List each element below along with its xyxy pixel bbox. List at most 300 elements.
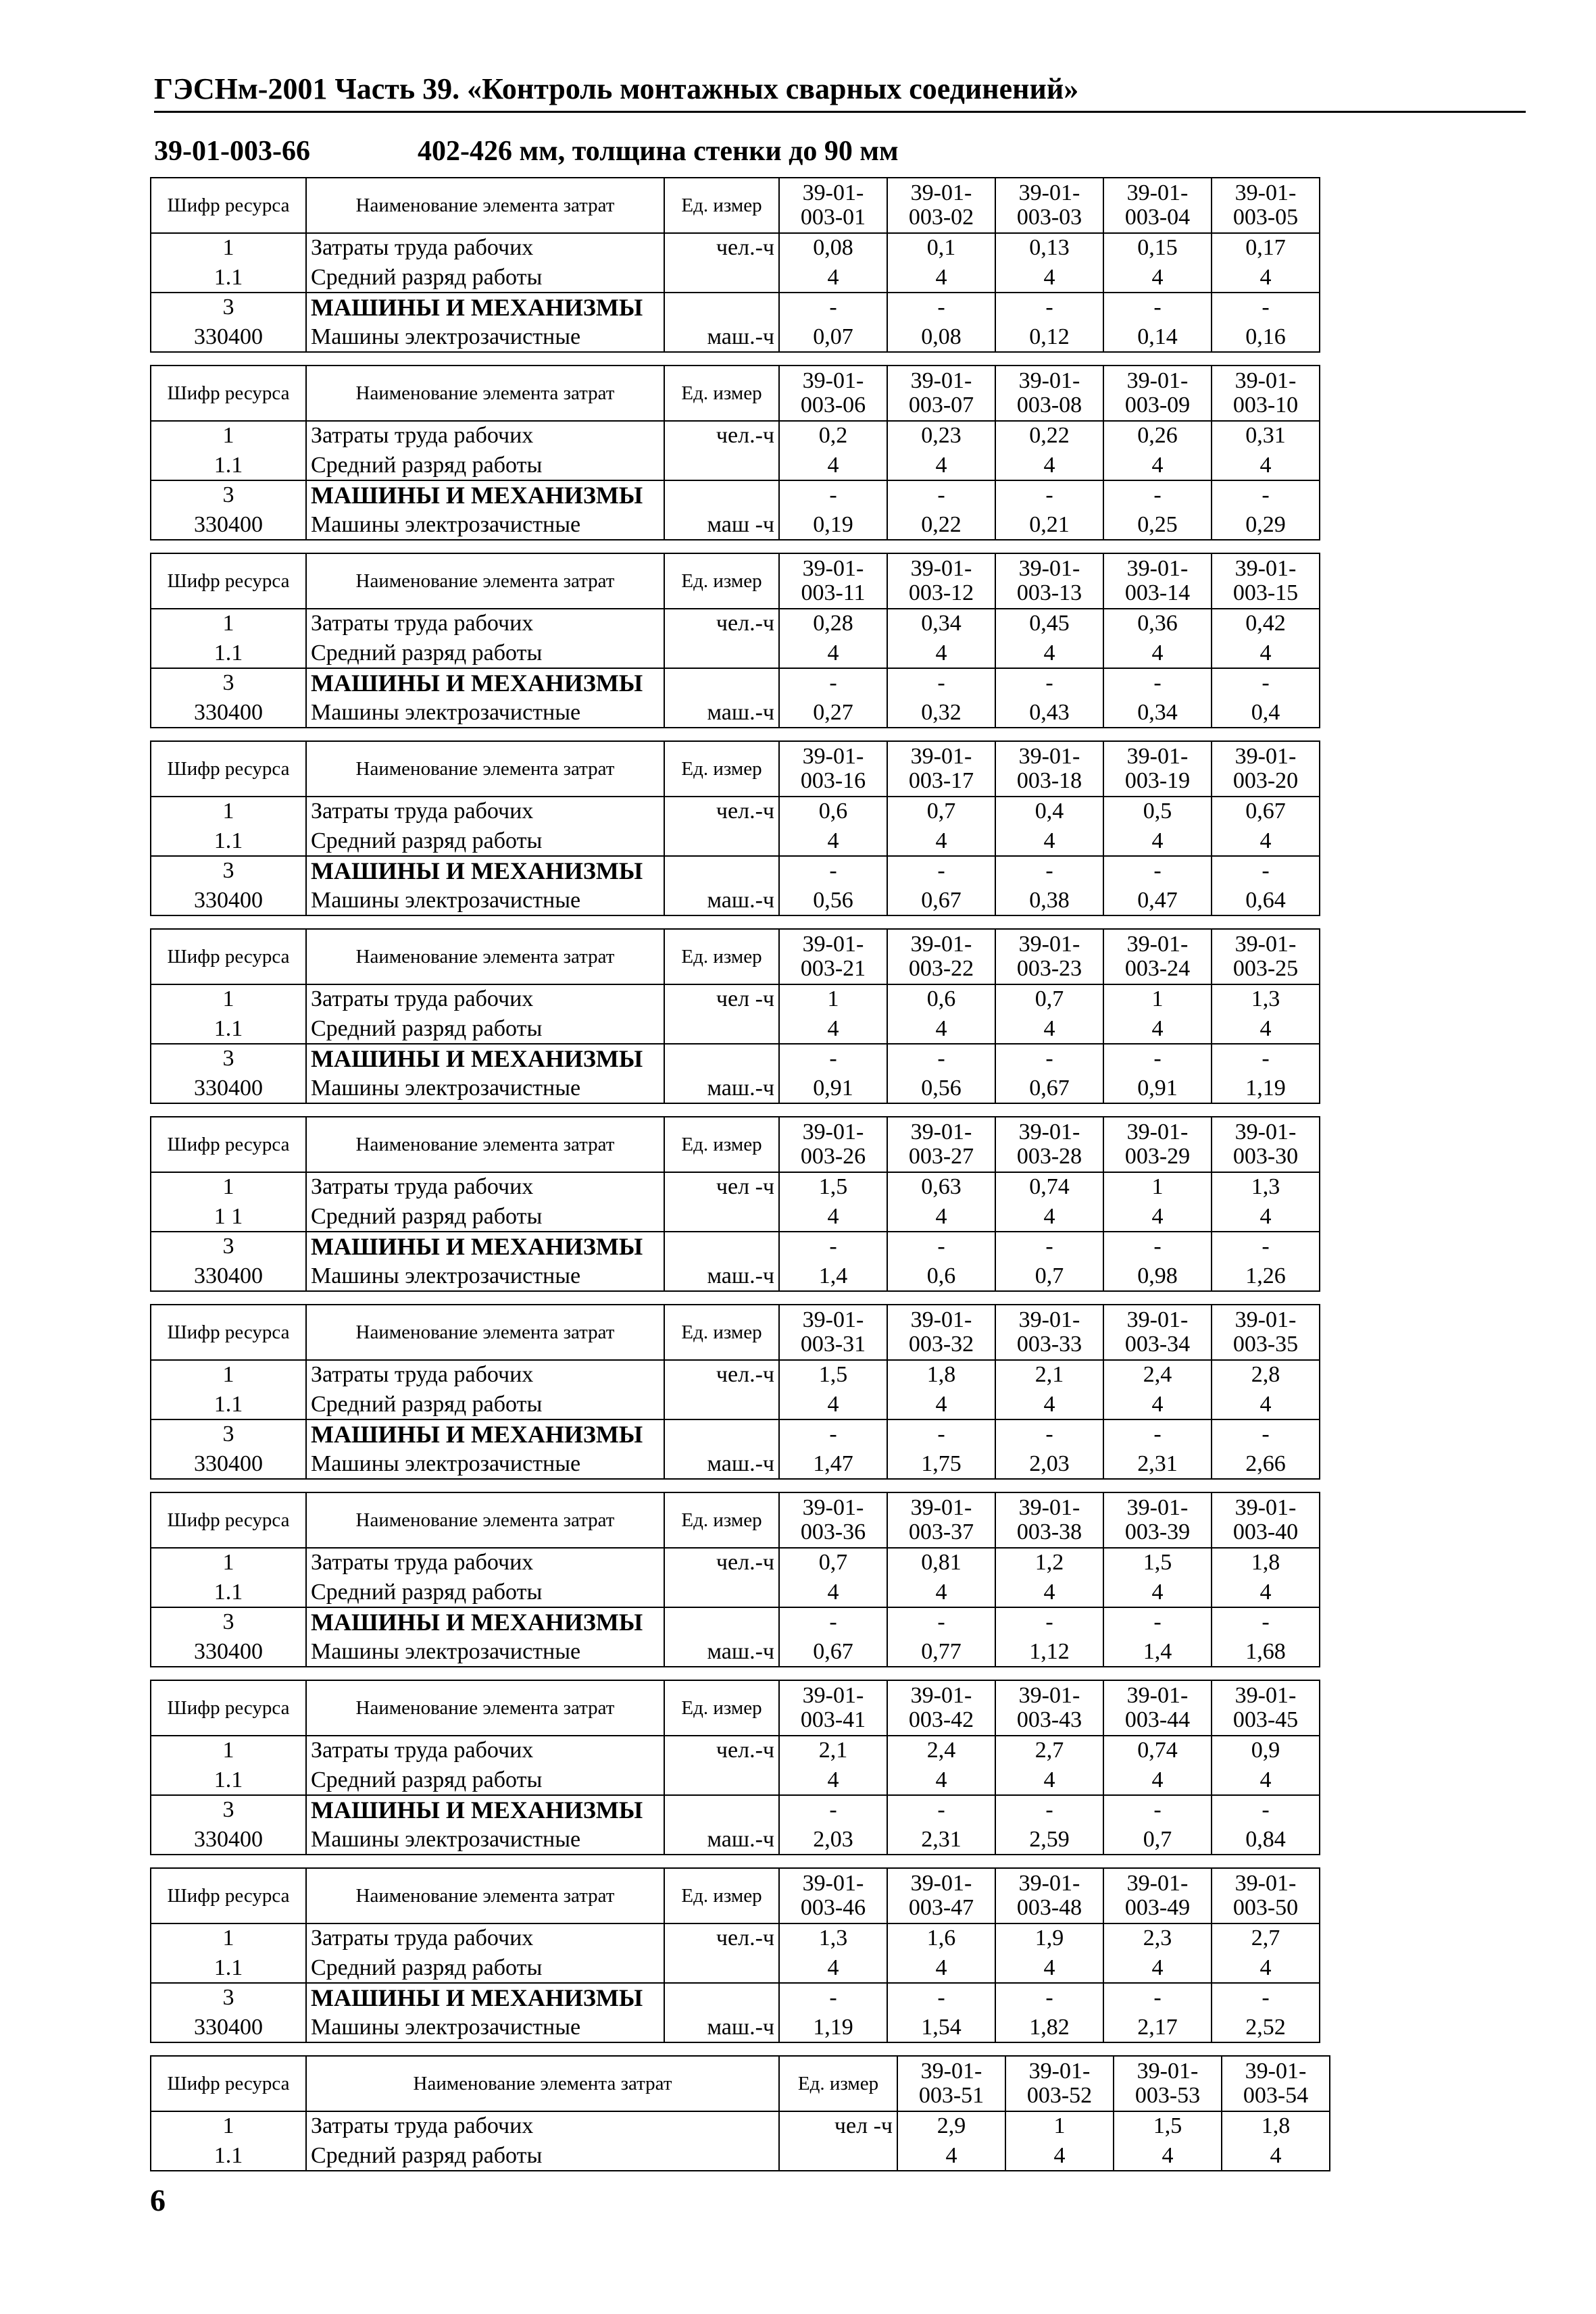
value-cell: 4 (779, 1765, 887, 1795)
table-row (151, 1044, 1320, 1074)
header-unit: Ед. измер (664, 1117, 779, 1172)
value-cell: 4 (995, 1578, 1103, 1607)
element-name-cell: Средний разряд работы (306, 1765, 664, 1795)
value-cell: 1,75 (887, 1449, 995, 1479)
value-cell: 4 (995, 638, 1103, 668)
header-norm-code: 39-01-003-28 (995, 1117, 1103, 1172)
header-norm-code: 39-01-003-30 (1212, 1117, 1320, 1172)
value-cell: - (887, 856, 995, 886)
element-name-cell: Средний разряд работы (306, 2141, 779, 2171)
table-row (151, 1983, 1320, 2013)
table-row (151, 1390, 1320, 1419)
value-cell: 4 (995, 1765, 1103, 1795)
header-norm-code: 39-01-003-20 (1212, 741, 1320, 797)
value-cell: 4 (779, 451, 887, 480)
unit-cell: чел.-ч (664, 233, 779, 263)
table-row (151, 1202, 1320, 1232)
unit-cell: чел.-ч (664, 421, 779, 451)
table-row (151, 2111, 1330, 2141)
value-cell: 4 (779, 1953, 887, 1983)
value-cell: 4 (1212, 1953, 1320, 1983)
header-norm-code: 39-01-003-39 (1103, 1492, 1212, 1548)
value-cell: 4 (1103, 1014, 1212, 1044)
header-unit: Ед. измер (664, 929, 779, 984)
value-cell: 0,67 (887, 886, 995, 915)
value-cell: 4 (1212, 1202, 1320, 1232)
value-cell: 4 (995, 1390, 1103, 1419)
table-row (151, 263, 1320, 293)
header-element-name: Наименование элемента затрат (306, 366, 664, 421)
unit-cell: маш.-ч (664, 1074, 779, 1103)
table-row (151, 1736, 1320, 1765)
table-header-row (151, 1305, 1320, 1360)
value-cell: 4 (779, 1578, 887, 1607)
table-row (151, 1953, 1320, 1983)
value-cell: - (1212, 1419, 1320, 1449)
value-cell: 1,5 (1114, 2111, 1222, 2141)
value-cell: 0,21 (995, 510, 1103, 540)
value-cell: 4 (1005, 2141, 1114, 2171)
unit-cell: чел.-ч (664, 797, 779, 826)
table-row (151, 510, 1320, 540)
element-name-cell: МАШИНЫ И МЕХАНИЗМЫ (306, 1983, 664, 2013)
value-cell: 1,47 (779, 1449, 887, 1479)
element-name-cell: Затраты труда рабочих (306, 421, 664, 451)
element-name-cell: Машины электрозачистные (306, 1825, 664, 1855)
table-row (151, 1232, 1320, 1261)
unit-cell (664, 263, 779, 293)
unit-cell (664, 1795, 779, 1825)
header-rule (154, 111, 1526, 113)
value-cell: 0,25 (1103, 510, 1212, 540)
unit-cell (779, 2141, 897, 2171)
table-row (151, 233, 1320, 263)
unit-cell: маш.-ч (664, 886, 779, 915)
value-cell: 4 (1212, 451, 1320, 480)
value-cell: 1,2 (995, 1548, 1103, 1578)
value-cell: 0,34 (887, 609, 995, 638)
norm-table (150, 365, 1320, 540)
value-cell: 1 (1103, 1172, 1212, 1202)
value-cell: 0,08 (779, 233, 887, 263)
value-cell: - (995, 480, 1103, 510)
value-cell: 4 (887, 1202, 995, 1232)
value-cell: - (1103, 1419, 1212, 1449)
unit-cell: чел.-ч (664, 1360, 779, 1390)
value-cell: 2,1 (779, 1736, 887, 1765)
element-name-cell: МАШИНЫ И МЕХАНИЗМЫ (306, 1044, 664, 1074)
value-cell: 1 (779, 984, 887, 1014)
value-cell: 0,26 (1103, 421, 1212, 451)
value-cell: - (1103, 1607, 1212, 1637)
element-name-cell: Средний разряд работы (306, 1202, 664, 1232)
unit-cell: маш.-ч (664, 2013, 779, 2042)
header-norm-code: 39-01-003-53 (1114, 2056, 1222, 2111)
element-name-cell: Средний разряд работы (306, 451, 664, 480)
unit-cell (664, 451, 779, 480)
header-norm-code: 39-01-003-36 (779, 1492, 887, 1548)
table-row (151, 1578, 1320, 1607)
header-unit: Ед. измер (664, 1680, 779, 1736)
value-cell: - (1212, 1607, 1320, 1637)
value-cell: 2,4 (887, 1736, 995, 1765)
header-unit: Ед. измер (664, 1868, 779, 1923)
value-cell: 4 (779, 1014, 887, 1044)
table-header-row (151, 366, 1320, 421)
table-row (151, 1172, 1320, 1202)
value-cell: 1,19 (779, 2013, 887, 2042)
table-header-row (151, 1680, 1320, 1736)
value-cell: - (1212, 668, 1320, 698)
norm-table (150, 1492, 1320, 1667)
value-cell: - (779, 1419, 887, 1449)
value-cell: 0,81 (887, 1548, 995, 1578)
value-cell: 1,3 (779, 1923, 887, 1953)
unit-cell: маш.-ч (664, 698, 779, 728)
value-cell: 2,8 (1212, 1360, 1320, 1390)
value-cell: - (995, 1419, 1103, 1449)
header-norm-code: 39-01-003-07 (887, 366, 995, 421)
value-cell: 0,7 (779, 1548, 887, 1578)
unit-cell (664, 1202, 779, 1232)
unit-cell: маш -ч (664, 510, 779, 540)
value-cell: 4 (995, 451, 1103, 480)
element-name-cell: Машины электрозачистные (306, 886, 664, 915)
resource-code-cell: 1 (151, 797, 306, 826)
value-cell: 4 (887, 1014, 995, 1044)
value-cell: 4 (887, 263, 995, 293)
value-cell: 4 (1103, 1390, 1212, 1419)
resource-code-cell: 1 (151, 233, 306, 263)
header-norm-code: 39-01-003-22 (887, 929, 995, 984)
table-row (151, 609, 1320, 638)
value-cell: 0,19 (779, 510, 887, 540)
resource-code-cell: 1.1 (151, 263, 306, 293)
header-norm-code: 39-01-003-18 (995, 741, 1103, 797)
header-unit: Ед. измер (664, 741, 779, 797)
header-norm-code: 39-01-003-10 (1212, 366, 1320, 421)
value-cell: 0,12 (995, 322, 1103, 352)
value-cell: 0,1 (887, 233, 995, 263)
unit-cell (664, 1578, 779, 1607)
table-row (151, 1607, 1320, 1637)
value-cell: 0,67 (995, 1074, 1103, 1103)
value-cell: 2,03 (779, 1825, 887, 1855)
header-norm-code: 39-01-003-27 (887, 1117, 995, 1172)
resource-code-cell: 3 (151, 480, 306, 510)
value-cell: 0,22 (887, 510, 995, 540)
header-element-name: Наименование элемента затрат (306, 1492, 664, 1548)
element-name-cell: Машины электрозачистные (306, 1074, 664, 1103)
element-name-cell: Машины электрозачистные (306, 1637, 664, 1667)
table-row (151, 2013, 1320, 2042)
value-cell: - (1103, 1795, 1212, 1825)
value-cell: 0,14 (1103, 322, 1212, 352)
resource-code-cell: 1.1 (151, 2141, 306, 2171)
element-name-cell: Затраты труда рабочих (306, 609, 664, 638)
resource-code-cell: 3 (151, 1232, 306, 1261)
value-cell: 4 (995, 826, 1103, 856)
unit-cell: чел.-ч (664, 1923, 779, 1953)
header-norm-code: 39-01-003-35 (1212, 1305, 1320, 1360)
header-resource-code: Шифр ресурса (151, 929, 306, 984)
value-cell: 0,13 (995, 233, 1103, 263)
value-cell: - (1103, 1044, 1212, 1074)
element-name-cell: Затраты труда рабочих (306, 984, 664, 1014)
element-name-cell: Затраты труда рабочих (306, 1548, 664, 1578)
unit-cell (664, 668, 779, 698)
value-cell: 0,34 (1103, 698, 1212, 728)
value-cell: 1,3 (1212, 984, 1320, 1014)
value-cell: - (887, 1419, 995, 1449)
header-norm-code: 39-01-003-31 (779, 1305, 887, 1360)
header-norm-code: 39-01-003-08 (995, 366, 1103, 421)
value-cell: 1 (1103, 984, 1212, 1014)
element-name-cell: МАШИНЫ И МЕХАНИЗМЫ (306, 1232, 664, 1261)
value-cell: - (887, 668, 995, 698)
table-header-row (151, 1117, 1320, 1172)
value-cell: - (887, 1044, 995, 1074)
value-cell: 2,1 (995, 1360, 1103, 1390)
header-unit: Ед. измер (664, 1305, 779, 1360)
table-row (151, 856, 1320, 886)
value-cell: - (887, 1232, 995, 1261)
element-name-cell: Затраты труда рабочих (306, 1923, 664, 1953)
resource-code-cell: 1 (151, 609, 306, 638)
value-cell: 2,7 (1212, 1923, 1320, 1953)
value-cell: 0,16 (1212, 322, 1320, 352)
value-cell: 2,4 (1103, 1360, 1212, 1390)
value-cell: 4 (1103, 826, 1212, 856)
value-cell: - (779, 856, 887, 886)
resource-code-cell: 3 (151, 668, 306, 698)
norm-table (150, 928, 1320, 1104)
header-unit: Ед. измер (664, 178, 779, 233)
value-cell: 2,17 (1103, 2013, 1212, 2042)
value-cell: 4 (1103, 1578, 1212, 1607)
table-row (151, 668, 1320, 698)
resource-code-cell: 1.1 (151, 451, 306, 480)
resource-code-cell: 3 (151, 293, 306, 322)
header-norm-code: 39-01-003-06 (779, 366, 887, 421)
value-cell: - (1103, 856, 1212, 886)
header-norm-code: 39-01-003-13 (995, 553, 1103, 609)
resource-code-cell: 1 (151, 984, 306, 1014)
value-cell: 0,4 (1212, 698, 1320, 728)
unit-cell: маш.-ч (664, 322, 779, 352)
table-header-row (151, 178, 1320, 233)
value-cell: 0,6 (887, 984, 995, 1014)
value-cell: 4 (1103, 1765, 1212, 1795)
value-cell: 0,45 (995, 609, 1103, 638)
header-norm-code: 39-01-003-34 (1103, 1305, 1212, 1360)
header-norm-code: 39-01-003-32 (887, 1305, 995, 1360)
value-cell: 0,84 (1212, 1825, 1320, 1855)
value-cell: 4 (1103, 451, 1212, 480)
value-cell: 0,98 (1103, 1261, 1212, 1291)
header-norm-code: 39-01-003-46 (779, 1868, 887, 1923)
norm-table (150, 1867, 1320, 2043)
table-row (151, 1923, 1320, 1953)
value-cell: 4 (1212, 1765, 1320, 1795)
unit-cell: маш.-ч (664, 1825, 779, 1855)
value-cell: - (779, 480, 887, 510)
value-cell: 0,56 (779, 886, 887, 915)
table-row (151, 1825, 1320, 1855)
unit-cell (664, 1953, 779, 1983)
value-cell: 0,42 (1212, 609, 1320, 638)
value-cell: 0,36 (1103, 609, 1212, 638)
value-cell: 4 (887, 451, 995, 480)
value-cell: - (1103, 1983, 1212, 2013)
value-cell: 0,74 (995, 1172, 1103, 1202)
value-cell: - (779, 1607, 887, 1637)
value-cell: 4 (1103, 638, 1212, 668)
value-cell: 0,9 (1212, 1736, 1320, 1765)
header-norm-code: 39-01-003-33 (995, 1305, 1103, 1360)
value-cell: - (995, 856, 1103, 886)
header-norm-code: 39-01-003-12 (887, 553, 995, 609)
section-code: 39-01-003-66 (154, 136, 310, 167)
element-name-cell: Машины электрозачистные (306, 1449, 664, 1479)
table-header-row (151, 929, 1320, 984)
value-cell: - (995, 1607, 1103, 1637)
value-cell: 0,17 (1212, 233, 1320, 263)
value-cell: - (779, 668, 887, 698)
resource-code-cell: 1 (151, 1360, 306, 1390)
norm-table (150, 1304, 1320, 1480)
norm-table (150, 740, 1320, 916)
value-cell: 0,28 (779, 609, 887, 638)
header-norm-code: 39-01-003-51 (897, 2056, 1005, 2111)
element-name-cell: Затраты труда рабочих (306, 797, 664, 826)
value-cell: 4 (779, 826, 887, 856)
header-resource-code: Шифр ресурса (151, 366, 306, 421)
header-unit: Ед. измер (664, 553, 779, 609)
table-header-row (151, 2056, 1330, 2111)
resource-code-cell: 1.1 (151, 1953, 306, 1983)
element-name-cell: Средний разряд работы (306, 638, 664, 668)
resource-code-cell: 1 (151, 421, 306, 451)
element-name-cell: МАШИНЫ И МЕХАНИЗМЫ (306, 1795, 664, 1825)
header-element-name: Наименование элемента затрат (306, 1305, 664, 1360)
table-row (151, 797, 1320, 826)
value-cell: 4 (1114, 2141, 1222, 2171)
table-row (151, 1765, 1320, 1795)
value-cell: - (887, 1983, 995, 2013)
value-cell: - (887, 1607, 995, 1637)
value-cell: 0,67 (1212, 797, 1320, 826)
value-cell: 0,31 (1212, 421, 1320, 451)
element-name-cell: Средний разряд работы (306, 263, 664, 293)
element-name-cell: МАШИНЫ И МЕХАНИЗМЫ (306, 480, 664, 510)
value-cell: - (1212, 1795, 1320, 1825)
value-cell: - (779, 1983, 887, 2013)
value-cell: 4 (995, 263, 1103, 293)
header-norm-code: 39-01-003-04 (1103, 178, 1212, 233)
value-cell: 4 (1212, 1014, 1320, 1044)
value-cell: 4 (1212, 1390, 1320, 1419)
element-name-cell: Средний разряд работы (306, 1390, 664, 1419)
table-row (151, 1074, 1320, 1103)
value-cell: 1,8 (1222, 2111, 1330, 2141)
unit-cell (664, 1765, 779, 1795)
header-element-name: Наименование элемента затрат (306, 178, 664, 233)
header-element-name: Наименование элемента затрат (306, 2056, 779, 2111)
value-cell: 0,47 (1103, 886, 1212, 915)
header-element-name: Наименование элемента затрат (306, 1680, 664, 1736)
element-name-cell: Затраты труда рабочих (306, 1736, 664, 1765)
value-cell: 2,59 (995, 1825, 1103, 1855)
value-cell: 0,7 (1103, 1825, 1212, 1855)
unit-cell: маш.-ч (664, 1449, 779, 1479)
header-norm-code: 39-01-003-15 (1212, 553, 1320, 609)
header-norm-code: 39-01-003-48 (995, 1868, 1103, 1923)
table-row (151, 826, 1320, 856)
value-cell: 2,9 (897, 2111, 1005, 2141)
value-cell: 4 (1212, 826, 1320, 856)
value-cell: 4 (1222, 2141, 1330, 2171)
resource-code-cell: 330400 (151, 2013, 306, 2042)
header-norm-code: 39-01-003-17 (887, 741, 995, 797)
table-header-row (151, 1868, 1320, 1923)
element-name-cell: МАШИНЫ И МЕХАНИЗМЫ (306, 1419, 664, 1449)
value-cell: - (887, 1795, 995, 1825)
resource-code-cell: 330400 (151, 698, 306, 728)
table-row (151, 1449, 1320, 1479)
value-cell: 0,7 (887, 797, 995, 826)
resource-code-cell: 1 (151, 1548, 306, 1578)
resource-code-cell: 3 (151, 1795, 306, 1825)
value-cell: - (887, 480, 995, 510)
header-norm-code: 39-01-003-21 (779, 929, 887, 984)
resource-code-cell: 1.1 (151, 1578, 306, 1607)
table-header-row (151, 741, 1320, 797)
value-cell: 4 (1212, 263, 1320, 293)
table-row (151, 1014, 1320, 1044)
unit-cell (664, 1607, 779, 1637)
element-name-cell: Средний разряд работы (306, 1014, 664, 1044)
table-row (151, 2141, 1330, 2171)
header-resource-code: Шифр ресурса (151, 1492, 306, 1548)
unit-cell (664, 1044, 779, 1074)
value-cell: 1,82 (995, 2013, 1103, 2042)
unit-cell (664, 1983, 779, 2013)
resource-code-cell: 330400 (151, 322, 306, 352)
header-resource-code: Шифр ресурса (151, 1305, 306, 1360)
resource-code-cell: 1 (151, 2111, 306, 2141)
value-cell: 1,68 (1212, 1637, 1320, 1667)
value-cell: 2,03 (995, 1449, 1103, 1479)
value-cell: 4 (779, 263, 887, 293)
running-header: ГЭСНм-2001 Часть 39. «Контроль монтажных сварных соединений» (154, 72, 1079, 105)
element-name-cell: Затраты труда рабочих (306, 233, 664, 263)
value-cell: 0,29 (1212, 510, 1320, 540)
value-cell: - (1212, 293, 1320, 322)
table-row (151, 293, 1320, 322)
unit-cell: чел.-ч (664, 1736, 779, 1765)
value-cell: - (995, 1983, 1103, 2013)
header-norm-code: 39-01-003-19 (1103, 741, 1212, 797)
header-norm-code: 39-01-003-11 (779, 553, 887, 609)
norm-table (150, 177, 1320, 353)
table-header-row (151, 553, 1320, 609)
value-cell: 0,43 (995, 698, 1103, 728)
resource-code-cell: 1.1 (151, 638, 306, 668)
resource-code-cell: 330400 (151, 1449, 306, 1479)
resource-code-cell: 1.1 (151, 1014, 306, 1044)
element-name-cell: Машины электрозачистные (306, 510, 664, 540)
